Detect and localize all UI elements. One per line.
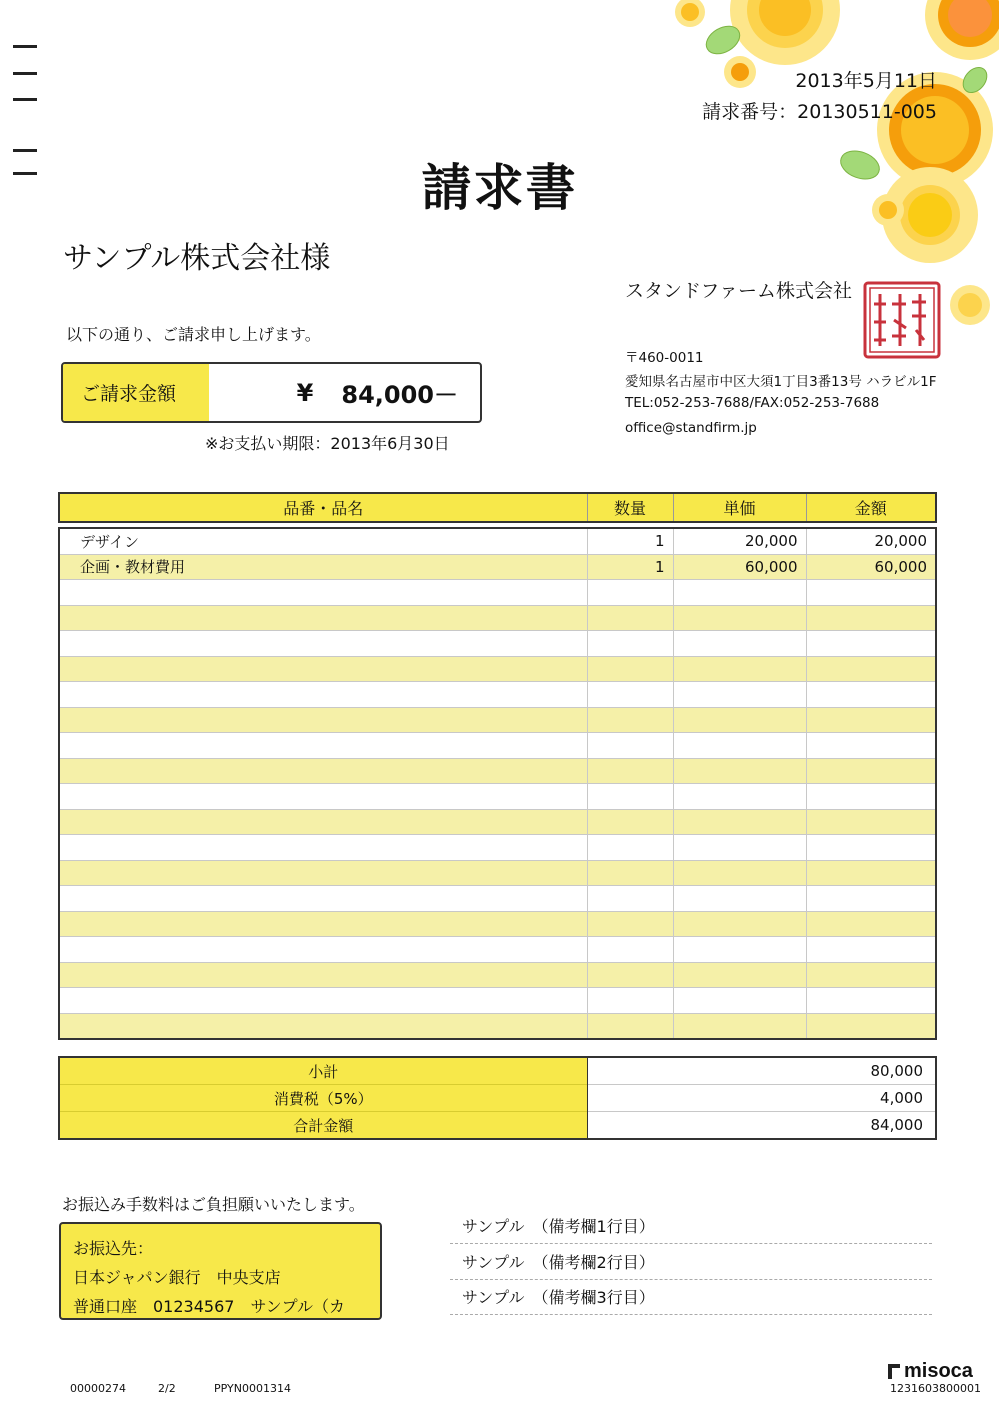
document-id: 1231603800001 (890, 1382, 981, 1395)
item-amount-cell (806, 988, 936, 1014)
table-row (59, 937, 936, 963)
due-date: ※お支払い期限：2013年6月30日 (205, 434, 450, 453)
binding-mark (13, 72, 37, 75)
item-qty-cell (587, 580, 673, 606)
sunflower-topright-icon (925, 0, 999, 60)
footer-code: 00000274 (70, 1382, 126, 1395)
item-unit-price-cell (673, 605, 806, 631)
item-name-cell (59, 835, 587, 861)
table-row (59, 605, 936, 631)
amount-value-area (209, 364, 480, 421)
issuer-company: スタンドファーム株式会社 (625, 280, 853, 302)
brand-name: misoca (904, 1360, 973, 1382)
table-row (59, 656, 936, 682)
footer-code-2: PPYN0001314 (214, 1382, 291, 1395)
item-name-cell (59, 758, 587, 784)
total-value: 84,000 (587, 1112, 936, 1140)
item-amount-cell (806, 707, 936, 733)
item-amount-cell (806, 733, 936, 759)
col-header-unit-price: 単価 (673, 493, 806, 522)
item-qty-cell (587, 937, 673, 963)
item-qty-cell (587, 733, 673, 759)
item-unit-price-cell: 60,000 (673, 554, 806, 580)
item-name-cell (59, 860, 587, 886)
subtotal-label: 小計 (59, 1057, 587, 1085)
summary-table (58, 1056, 937, 1140)
table-row (59, 707, 936, 733)
item-qty-cell (587, 835, 673, 861)
table-row (59, 962, 936, 988)
tax-value: 4,000 (587, 1085, 936, 1112)
item-name-cell (59, 988, 587, 1014)
table-row (59, 784, 936, 810)
item-qty-cell (587, 860, 673, 886)
item-name-cell (59, 784, 587, 810)
item-qty-cell (587, 911, 673, 937)
invoice-date: 2013年5月11日 (795, 70, 937, 92)
item-amount-cell (806, 631, 936, 657)
item-name-cell (59, 962, 587, 988)
item-name-cell (59, 733, 587, 759)
brand-logo (888, 1360, 973, 1383)
amount-value: 84,000－ (341, 381, 458, 409)
sunflower-top-icon (730, 0, 840, 65)
item-unit-price-cell (673, 656, 806, 682)
item-name-cell (59, 911, 587, 937)
item-amount-cell: 20,000 (806, 528, 936, 554)
table-row (59, 528, 936, 554)
item-qty-cell (587, 962, 673, 988)
item-qty-cell (587, 682, 673, 708)
item-unit-price-cell (673, 1013, 806, 1039)
item-name-cell (59, 707, 587, 733)
item-amount-cell (806, 835, 936, 861)
item-qty-cell (587, 656, 673, 682)
remark-line-1: サンプル （備考欄1行目） (450, 1214, 932, 1244)
summary-row (59, 1112, 936, 1140)
remark-line-3: サンプル （備考欄3行目） (450, 1285, 932, 1315)
table-row (59, 886, 936, 912)
item-amount-cell: 60,000 (806, 554, 936, 580)
item-unit-price-cell (673, 937, 806, 963)
table-row (59, 860, 936, 886)
item-name-cell (59, 809, 587, 835)
misoca-logo-icon (888, 1364, 900, 1379)
item-qty-cell (587, 784, 673, 810)
item-unit-price-cell (673, 860, 806, 886)
item-name-cell (59, 580, 587, 606)
item-amount-cell (806, 962, 936, 988)
item-qty-cell: 1 (587, 528, 673, 554)
item-unit-price-cell (673, 682, 806, 708)
currency-symbol: ¥ (296, 378, 314, 407)
tax-label: 消費税（5%） (59, 1085, 587, 1112)
fee-note: お振込み手数料はご負担願いいたします。 (62, 1195, 365, 1214)
page-title: 請求書 (421, 159, 578, 217)
item-unit-price-cell (673, 835, 806, 861)
bank-box (59, 1222, 382, 1320)
item-unit-price-cell (673, 631, 806, 657)
binding-mark (13, 45, 37, 48)
item-qty-cell (587, 988, 673, 1014)
footer-page: 2/2 (158, 1382, 176, 1395)
item-amount-cell (806, 682, 936, 708)
table-row (59, 988, 936, 1014)
table-row (59, 554, 936, 580)
bank-heading: お振込先： (73, 1239, 154, 1258)
item-name-cell (59, 631, 587, 657)
item-unit-price-cell (673, 911, 806, 937)
company-seal-icon (862, 280, 942, 360)
item-qty-cell (587, 886, 673, 912)
item-name-cell (59, 605, 587, 631)
item-qty-cell (587, 758, 673, 784)
item-amount-cell (806, 656, 936, 682)
intro-text: 以下の通り、ご請求申し上げます。 (66, 325, 321, 344)
item-unit-price-cell (673, 988, 806, 1014)
item-unit-price-cell (673, 886, 806, 912)
item-name-cell (59, 682, 587, 708)
item-name-cell (59, 1013, 587, 1039)
col-header-qty: 数量 (587, 493, 673, 522)
summary-row (59, 1085, 936, 1112)
item-name-cell: デザイン (59, 528, 587, 554)
item-amount-cell (806, 580, 936, 606)
item-unit-price-cell (673, 962, 806, 988)
item-amount-cell (806, 860, 936, 886)
item-unit-price-cell (673, 758, 806, 784)
item-unit-price-cell (673, 707, 806, 733)
table-row (59, 631, 936, 657)
item-amount-cell (806, 758, 936, 784)
item-amount-cell (806, 605, 936, 631)
item-qty-cell (587, 605, 673, 631)
item-unit-price-cell (673, 580, 806, 606)
item-unit-price-cell (673, 784, 806, 810)
item-amount-cell (806, 784, 936, 810)
subtotal-value: 80,000 (587, 1057, 936, 1085)
amount-box (61, 362, 482, 423)
invoice-number: 請求番号：20130511-005 (702, 101, 937, 123)
item-amount-cell (806, 886, 936, 912)
total-label: 合計金額 (59, 1112, 587, 1140)
table-row (59, 733, 936, 759)
binding-mark (13, 98, 37, 101)
item-amount-cell (806, 809, 936, 835)
bank-account: 普通口座 01234567 サンプル（カ (73, 1297, 345, 1316)
item-name-cell (59, 886, 587, 912)
table-row (59, 758, 936, 784)
item-amount-cell (806, 937, 936, 963)
items-header (58, 492, 937, 523)
item-qty-cell: 1 (587, 554, 673, 580)
item-unit-price-cell: 20,000 (673, 528, 806, 554)
issuer-email: office@standfirm.jp (625, 420, 757, 436)
remark-line-2: サンプル （備考欄2行目） (450, 1250, 932, 1280)
item-amount-cell (806, 911, 936, 937)
summary-row (59, 1057, 936, 1085)
table-row (59, 809, 936, 835)
item-name-cell (59, 937, 587, 963)
item-unit-price-cell (673, 733, 806, 759)
table-row (59, 1013, 936, 1039)
issuer-address: 愛知県名古屋市中区大須1丁目3番13号 ハラビル1F (625, 374, 937, 390)
table-row (59, 580, 936, 606)
item-qty-cell (587, 809, 673, 835)
item-amount-cell (806, 1013, 936, 1039)
client-name: サンプル株式会社様 (63, 241, 331, 276)
issuer-phone: TEL:052-253-7688/FAX:052-253-7688 (625, 395, 880, 411)
table-row (59, 682, 936, 708)
col-header-amount: 金額 (806, 493, 936, 522)
item-unit-price-cell (673, 809, 806, 835)
item-name-cell (59, 656, 587, 682)
item-name-cell: 企画・教材費用 (59, 554, 587, 580)
item-qty-cell (587, 631, 673, 657)
col-header-item: 品番・品名 (59, 493, 587, 522)
item-qty-cell (587, 1013, 673, 1039)
bank-name: 日本ジャパン銀行 中央支店 (73, 1268, 281, 1287)
issuer-postal: 〒460-0011 (625, 350, 704, 366)
item-qty-cell (587, 707, 673, 733)
amount-label: ご請求金額 (63, 364, 209, 421)
table-row (59, 835, 936, 861)
items-table (58, 527, 937, 1040)
table-row (59, 911, 936, 937)
